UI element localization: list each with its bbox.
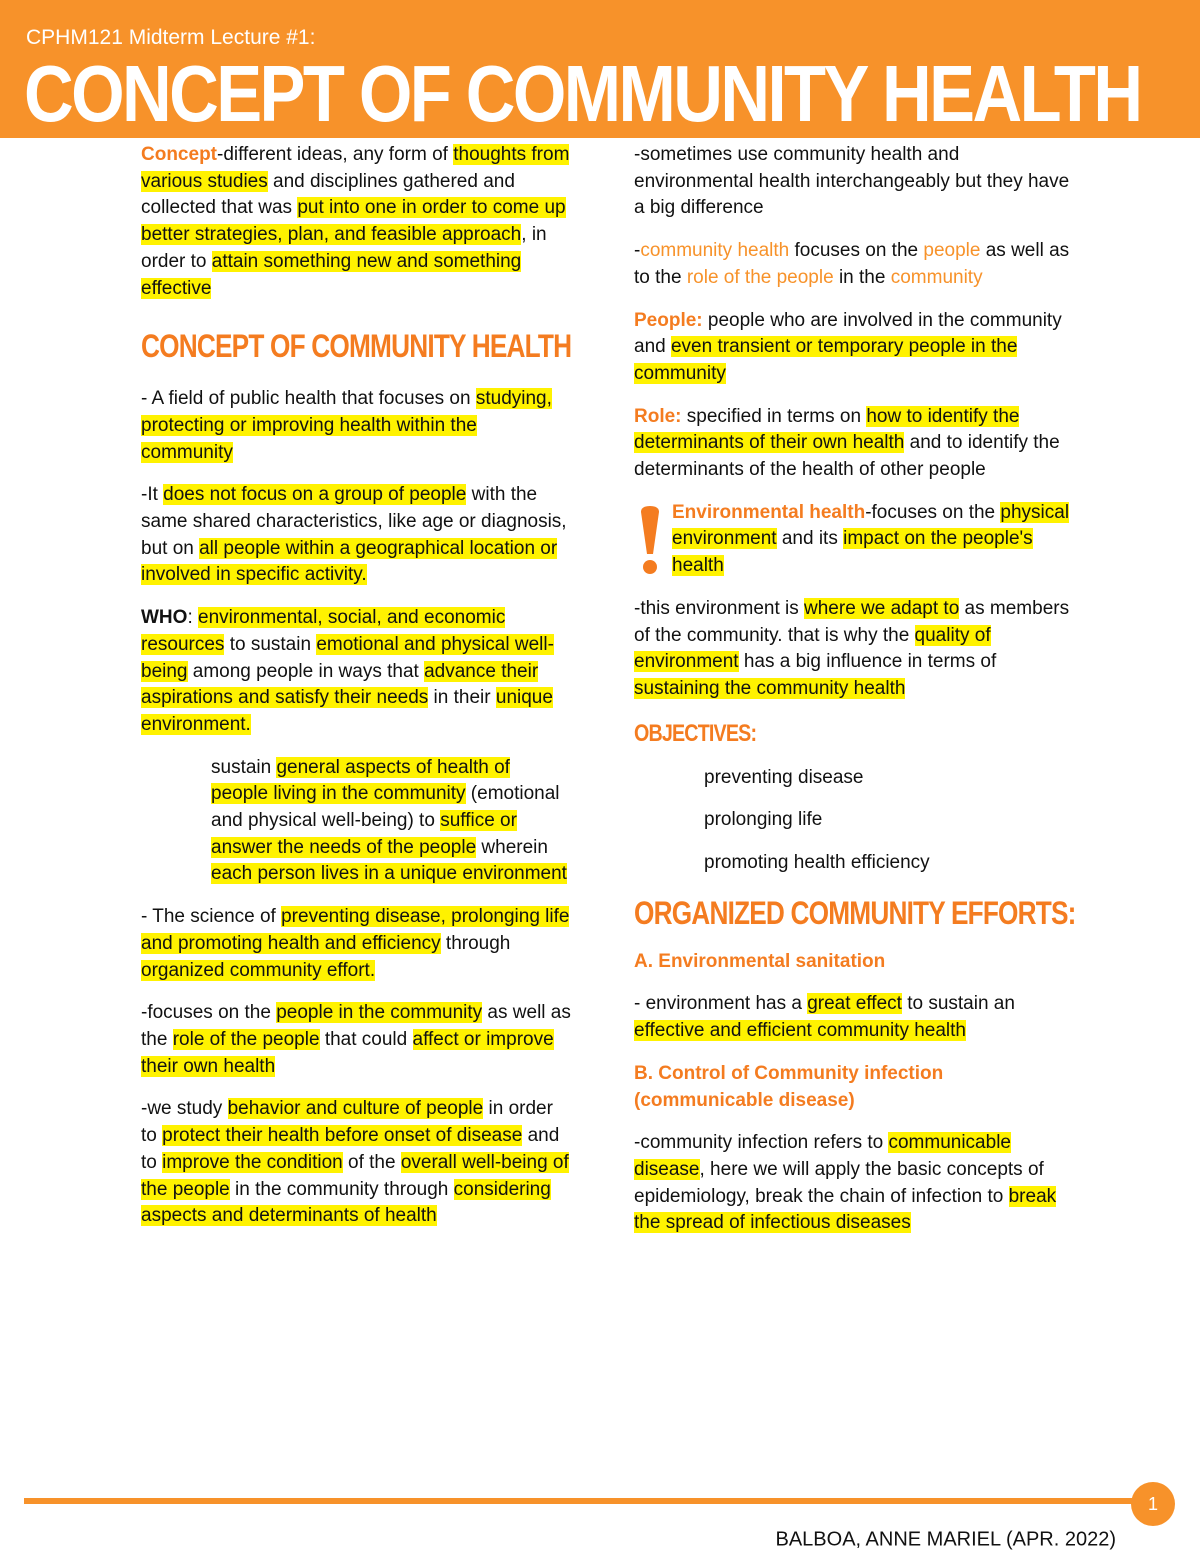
environmental-health-callout [634, 500, 1074, 580]
paragraph-field [141, 386, 571, 466]
highlight: sustaining the community health [634, 677, 906, 699]
highlight: overall well-being of the people [141, 1151, 569, 1200]
people-label: People: [634, 309, 703, 331]
text-segment: : [187, 607, 198, 629]
text-segment: , in order to [141, 224, 547, 272]
highlight: even transient or temporary people in the community [634, 336, 1018, 384]
text-segment: focuses on the [789, 240, 924, 262]
paragraph-community-health-focus [634, 238, 1074, 291]
highlight: considering aspects and determinants of health [141, 1178, 551, 1227]
text-segment: has a big influence in terms of [738, 651, 997, 673]
header-banner [0, 0, 1200, 138]
orange-term: people [923, 240, 981, 262]
paragraph-people [634, 308, 1074, 388]
section-heading-objectives: OBJECTIVES: [634, 719, 757, 747]
text-segment: -community infection refers to [634, 1132, 889, 1154]
section-heading-concept: CONCEPT OF COMMUNITY HEALTH [141, 328, 572, 365]
highlight: organized community effort. [141, 959, 376, 981]
highlight: suffice or answer the needs of the people [211, 810, 517, 858]
text-segment: - environment has a [634, 993, 808, 1015]
text-segment: -It [141, 484, 164, 506]
text-segment: to sustain [224, 633, 317, 655]
text-segment: and disciplines gathered and collected that was [141, 170, 515, 219]
text-segment: and its [776, 528, 844, 550]
highlight: how to identify the determinants of their own health [634, 405, 1020, 454]
paragraph-interchangeably: -sometimes use community health and environmental health interchangeably but they have a big difference [634, 144, 1070, 219]
text-segment: sustain [211, 756, 277, 778]
highlight: protect their health before onset of disease [162, 1125, 523, 1147]
paragraph-role [634, 404, 1074, 484]
left-column [141, 142, 571, 1246]
orange-term: role of the people [686, 266, 834, 288]
text-segment: -this environment is [634, 597, 805, 619]
highlight: general aspects of health of people living in the community [211, 756, 510, 805]
objective-item: promoting health efficiency [704, 852, 930, 874]
environmental-health-text [672, 500, 1074, 580]
highlight: environmental, social, and economic resources [141, 607, 506, 655]
highlight: physical environment [672, 501, 1070, 550]
text-segment: -we study [141, 1098, 228, 1120]
highlight: each person lives in a unique environment [211, 863, 567, 885]
text-segment: (emotional and physical well-being) to [211, 783, 560, 832]
text-segment: -different ideas, any form of [217, 144, 454, 165]
objective-item: prolonging life [704, 809, 823, 831]
highlight: emotional and physical well-being [141, 633, 554, 682]
text-segment: among people in ways that [187, 660, 425, 682]
paragraph-focus [141, 482, 571, 589]
highlight: role of the people [172, 1028, 320, 1050]
text-segment: as members of the community. that is why the [634, 597, 1070, 646]
text-segment: , here we will apply the basic concepts of epidemiology, break the chain of infection to [634, 1158, 1044, 1207]
text-segment: -focuses on the [141, 1002, 277, 1024]
concept-definition [141, 142, 571, 302]
text-segment: - A field of public health that focuses on [141, 388, 476, 410]
text-segment: - [634, 240, 641, 262]
right-column [634, 142, 1074, 1253]
text-segment: and to identify the determinants of the health of other people [634, 432, 1060, 481]
highlight: thoughts from various studies [141, 144, 570, 192]
text-segment: that could [319, 1028, 413, 1050]
highlight: quality of environment [634, 624, 991, 673]
highlight: break the spread of infectious diseases [634, 1185, 1057, 1234]
highlight: put into one in order to come up better strategies, plan, and feasible approach [141, 197, 566, 246]
paragraph-sanitation [634, 991, 1074, 1044]
highlight: unique environment. [141, 687, 553, 735]
text-segment: as well as to the [634, 240, 1070, 288]
footer-divider [24, 1498, 1136, 1504]
concept-term: Concept [141, 144, 217, 165]
exclamation-icon [638, 506, 662, 576]
highlight: people in the community [276, 1002, 483, 1024]
highlight: attain something new and something effective [141, 250, 522, 299]
text-segment: - The science of [141, 906, 282, 928]
text-segment: in the [833, 266, 891, 288]
paragraph-behavior [141, 1096, 571, 1230]
paragraph-infection [634, 1130, 1074, 1237]
highlight: does not focus on a group of people [163, 484, 467, 506]
role-label: Role: [634, 405, 682, 427]
lecture-subtitle: CPHM121 Midterm Lecture #1: [26, 26, 316, 49]
highlight: affect or improve their own health [141, 1028, 554, 1077]
objective-item: preventing disease [704, 766, 864, 788]
highlight: communicable disease [634, 1132, 1011, 1180]
highlight: impact on the people's health [672, 528, 1033, 577]
text-segment: in the community through [229, 1178, 454, 1200]
highlight: preventing disease, prolonging life and promoting health and efficiency [141, 906, 570, 954]
page-number-badge: 1 [1131, 1482, 1175, 1526]
text-segment: and to [141, 1125, 560, 1173]
subheading-infection: B. Control of Community infection (communicable disease) [634, 1062, 944, 1111]
highlight: great effect [807, 993, 902, 1015]
highlight: where we adapt to [804, 597, 960, 619]
text-segment: wherein [476, 836, 548, 858]
paragraph-sustain [211, 755, 571, 889]
text-segment: to sustain an [901, 993, 1015, 1015]
text-segment: through [440, 932, 511, 954]
orange-term: community [890, 266, 983, 288]
who-label: WHO [141, 607, 188, 629]
text-segment: with the same shared characteristics, like age or diagnosis, but on [141, 484, 567, 559]
highlight: all people within a geographical location or involved in specific activity. [141, 537, 558, 586]
text-segment: specified in terms on [681, 405, 867, 427]
subheading-sanitation: A. Environmental sanitation [634, 950, 886, 972]
orange-term: community health [640, 240, 790, 262]
text-segment: of the [342, 1151, 401, 1173]
text-segment: in their [428, 687, 496, 709]
paragraph-people-focus [141, 1000, 571, 1080]
paragraph-environment-adapt [634, 596, 1074, 703]
author-credit: BALBOA, ANNE MARIEL (APR. 2022) [775, 1528, 1116, 1551]
section-heading-efforts: ORGANIZED COMMUNITY EFFORTS: [634, 894, 1076, 931]
highlight: behavior and culture of people [227, 1098, 484, 1120]
highlight: advance their aspirations and satisfy their needs [141, 660, 539, 709]
environmental-health-label: Environmental health [672, 501, 866, 523]
page-title: CONCEPT OF COMMUNITY HEALTH [24, 49, 1141, 138]
paragraph-who [141, 605, 571, 739]
highlight: improve the condition [162, 1151, 343, 1173]
text-segment: people who are involved in the community and [634, 309, 1062, 358]
highlight: effective and efficient community health [634, 1020, 966, 1042]
text-segment: in order to [141, 1098, 553, 1147]
paragraph-science [141, 904, 571, 984]
highlight: studying, protecting or improving health within the community [141, 388, 552, 463]
text-segment: -focuses on the [865, 501, 1001, 523]
text-segment: as well as the [141, 1002, 571, 1050]
